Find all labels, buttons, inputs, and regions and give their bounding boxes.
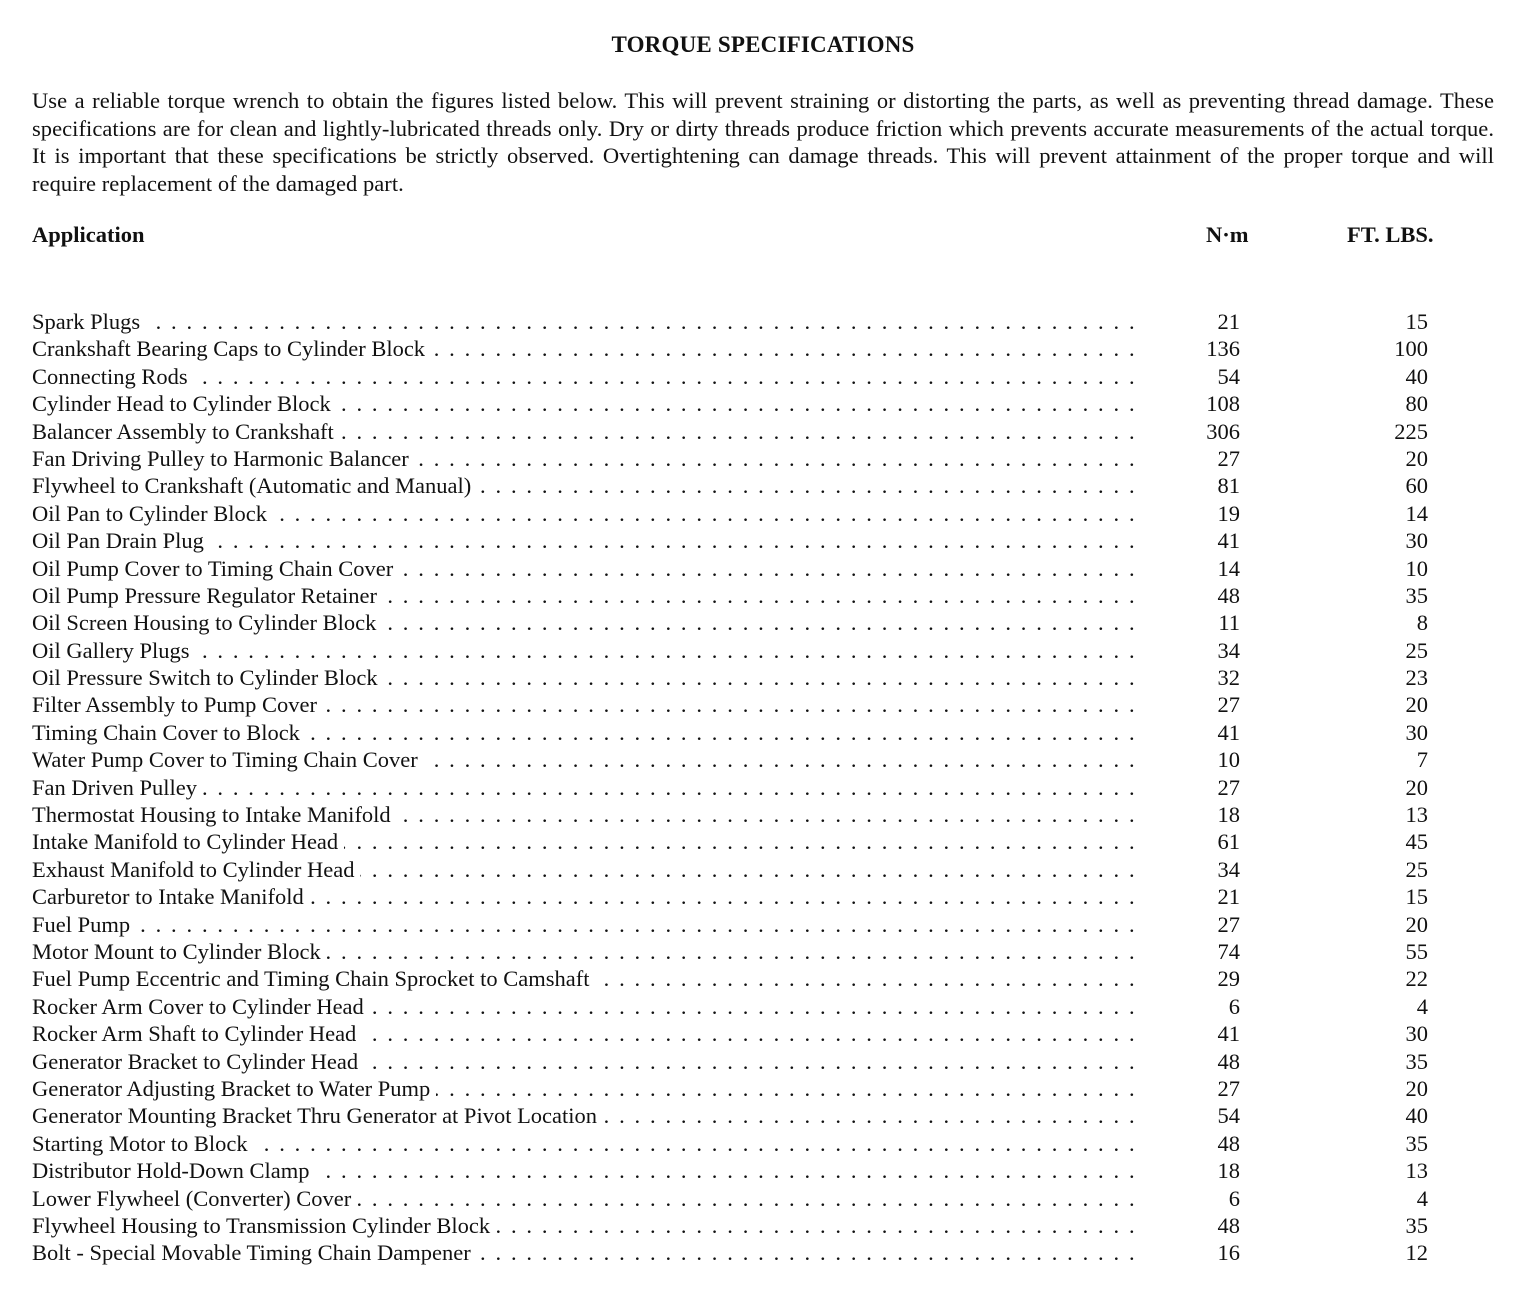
- table-row: [32, 1239, 1494, 1266]
- nm-value: 18: [1217, 1158, 1240, 1184]
- ft-lbs-value: 25: [1405, 856, 1428, 882]
- table-row: [32, 1157, 1494, 1184]
- application-label: Oil Pan to Cylinder Block: [32, 501, 273, 526]
- table-row: [32, 1102, 1494, 1129]
- table-row: [32, 527, 1494, 554]
- torque-table-body: [32, 308, 1494, 1267]
- ft-lbs-value: 35: [1405, 1212, 1428, 1238]
- nm-value: 27: [1217, 445, 1240, 471]
- application-cell: [32, 1102, 1142, 1129]
- application-label: Motor Mount to Cylinder Block: [32, 939, 327, 964]
- application-cell: [32, 609, 1142, 636]
- ft-lbs-value: 8: [1416, 610, 1428, 636]
- application-cell: [32, 1157, 1142, 1184]
- nm-value: 27: [1217, 692, 1240, 718]
- table-row: [32, 1185, 1494, 1212]
- table-row: [32, 609, 1494, 636]
- ft-lbs-value: 35: [1405, 1130, 1428, 1156]
- application-cell: [32, 637, 1142, 664]
- nm-value: 11: [1218, 610, 1240, 636]
- nm-value: 41: [1217, 719, 1240, 745]
- application-label: Distributor Hold-Down Clamp: [32, 1158, 315, 1183]
- nm-value: 10: [1217, 747, 1240, 773]
- ft-lbs-value: 15: [1405, 309, 1428, 334]
- application-cell: [32, 335, 1142, 362]
- application-cell: [32, 582, 1142, 609]
- nm-value: 54: [1217, 363, 1240, 389]
- table-row: [32, 445, 1494, 472]
- application-cell: [32, 664, 1142, 691]
- application-label: Crankshaft Bearing Caps to Cylinder Block: [32, 336, 431, 361]
- application-cell: [32, 856, 1142, 883]
- ft-lbs-value: 30: [1405, 528, 1428, 554]
- application-label: Oil Pan Drain Plug: [32, 528, 210, 553]
- nm-value: 41: [1217, 528, 1240, 554]
- application-cell: [32, 883, 1142, 910]
- ft-lbs-value: 14: [1405, 500, 1428, 526]
- ft-lbs-value: 4: [1416, 1185, 1428, 1211]
- column-header-application: Application: [32, 221, 145, 247]
- application-cell: [32, 555, 1142, 582]
- ft-lbs-value: 15: [1405, 884, 1428, 910]
- application-cell: [32, 527, 1142, 554]
- application-cell: [32, 801, 1142, 828]
- ft-lbs-value: 10: [1405, 555, 1428, 581]
- table-row: [32, 1020, 1494, 1047]
- application-label: Timing Chain Cover to Block: [32, 720, 306, 745]
- nm-value: 41: [1217, 1021, 1240, 1047]
- application-label: Exhaust Manifold to Cylinder Head: [32, 857, 360, 882]
- ft-lbs-value: 40: [1405, 363, 1428, 389]
- application-label: Spark Plugs: [32, 309, 146, 334]
- nm-value: 34: [1217, 856, 1240, 882]
- table-row: [32, 828, 1494, 855]
- application-label: Fan Driving Pulley to Harmonic Balancer: [32, 446, 415, 471]
- application-label: Flywheel to Crankshaft (Automatic and Manual): [32, 473, 477, 498]
- application-label: Oil Gallery Plugs: [32, 638, 196, 663]
- application-label: Connecting Rods: [32, 364, 194, 389]
- ft-lbs-value: 4: [1416, 993, 1428, 1019]
- application-label: Generator Adjusting Bracket to Water Pump: [32, 1076, 436, 1101]
- table-row: [32, 1212, 1494, 1239]
- application-label: Oil Pump Cover to Timing Chain Cover: [32, 556, 399, 581]
- application-label: Lower Flywheel (Converter) Cover: [32, 1186, 357, 1211]
- application-cell: [32, 1048, 1142, 1075]
- application-label: Generator Mounting Bracket Thru Generator at Pivot Location: [32, 1103, 603, 1128]
- application-label: Oil Pump Pressure Regulator Retainer: [32, 583, 383, 608]
- application-cell: [32, 1020, 1142, 1047]
- application-cell: [32, 993, 1142, 1020]
- ft-lbs-value: 45: [1405, 829, 1428, 855]
- nm-value: 48: [1217, 1130, 1240, 1156]
- application-cell: [32, 472, 1142, 499]
- table-row: [32, 1048, 1494, 1075]
- table-row: [32, 801, 1494, 828]
- application-label: Generator Bracket to Cylinder Head: [32, 1049, 364, 1074]
- ft-lbs-value: 225: [1394, 418, 1428, 444]
- ft-lbs-value: 20: [1405, 1075, 1428, 1101]
- table-row: [32, 774, 1494, 801]
- table-row: [32, 664, 1494, 691]
- ft-lbs-value: 35: [1405, 1048, 1428, 1074]
- application-cell: [32, 1239, 1142, 1266]
- table-row: [32, 335, 1494, 362]
- table-row: [32, 418, 1494, 445]
- ft-lbs-value: 20: [1405, 445, 1428, 471]
- table-row: [32, 938, 1494, 965]
- application-label: Water Pump Cover to Timing Chain Cover: [32, 747, 424, 772]
- table-row: [32, 555, 1494, 582]
- nm-value: 29: [1217, 966, 1240, 992]
- torque-spec-page: [32, 30, 1494, 1266]
- nm-value: 6: [1228, 993, 1240, 1019]
- application-label: Fan Driven Pulley: [32, 775, 203, 800]
- ft-lbs-value: 13: [1405, 802, 1428, 828]
- application-label: Flywheel Housing to Transmission Cylinder Block: [32, 1213, 496, 1238]
- application-cell: [32, 1075, 1142, 1102]
- application-label: Intake Manifold to Cylinder Head: [32, 829, 344, 854]
- ft-lbs-value: 20: [1405, 774, 1428, 800]
- application-label: Rocker Arm Shaft to Cylinder Head: [32, 1021, 362, 1046]
- table-row: [32, 637, 1494, 664]
- ft-lbs-value: 7: [1416, 747, 1428, 773]
- nm-value: 27: [1217, 774, 1240, 800]
- application-label: Bolt - Special Movable Timing Chain Dampener: [32, 1240, 477, 1265]
- table-row: [32, 582, 1494, 609]
- application-label: Filter Assembly to Pump Cover: [32, 692, 323, 717]
- table-row: [32, 856, 1494, 883]
- application-label: Thermostat Housing to Intake Manifold: [32, 802, 397, 827]
- nm-value: 108: [1206, 391, 1240, 417]
- table-row: [32, 719, 1494, 746]
- application-cell: [32, 965, 1142, 992]
- application-cell: [32, 691, 1142, 718]
- table-row: [32, 911, 1494, 938]
- nm-value: 16: [1217, 1240, 1240, 1266]
- ft-lbs-value: 60: [1405, 473, 1428, 499]
- application-label: Balancer Assembly to Crankshaft: [32, 419, 340, 444]
- table-row: [32, 1130, 1494, 1157]
- application-cell: [32, 500, 1142, 527]
- ft-lbs-value: 35: [1405, 582, 1428, 608]
- ft-lbs-value: 40: [1405, 1103, 1428, 1129]
- application-label: Carburetor to Intake Manifold: [32, 884, 310, 909]
- table-header: [32, 220, 1494, 250]
- application-label: Oil Screen Housing to Cylinder Block: [32, 610, 382, 635]
- ft-lbs-value: 55: [1405, 938, 1428, 964]
- application-label: Fuel Pump: [32, 912, 136, 937]
- nm-value: 6: [1228, 1185, 1240, 1211]
- ft-lbs-value: 30: [1405, 719, 1428, 745]
- ft-lbs-value: 30: [1405, 1021, 1428, 1047]
- nm-value: 21: [1217, 309, 1240, 334]
- nm-value: 48: [1217, 1212, 1240, 1238]
- column-header-ft-lbs: FT. LBS.: [1347, 221, 1434, 247]
- ft-lbs-value: 100: [1394, 336, 1428, 362]
- application-cell: [32, 1212, 1142, 1239]
- table-row: [32, 965, 1494, 992]
- nm-value: 18: [1217, 802, 1240, 828]
- application-label: Rocker Arm Cover to Cylinder Head: [32, 994, 370, 1019]
- table-row: [32, 993, 1494, 1020]
- ft-lbs-value: 20: [1405, 692, 1428, 718]
- table-row: [32, 883, 1494, 910]
- table-row: [32, 691, 1494, 718]
- application-label: Starting Motor to Block: [32, 1131, 254, 1156]
- nm-value: 81: [1217, 473, 1240, 499]
- nm-value: 27: [1217, 911, 1240, 937]
- application-label: Fuel Pump Eccentric and Timing Chain Sprocket to Camshaft: [32, 966, 595, 991]
- column-header-nm: N·m: [1206, 221, 1249, 247]
- nm-value: 54: [1217, 1103, 1240, 1129]
- application-cell: [32, 445, 1142, 472]
- application-cell: [32, 1130, 1142, 1157]
- table-row: [32, 746, 1494, 773]
- ft-lbs-value: 23: [1405, 665, 1428, 691]
- ft-lbs-value: 22: [1405, 966, 1428, 992]
- application-label: Oil Pressure Switch to Cylinder Block: [32, 665, 384, 690]
- nm-value: 14: [1217, 555, 1240, 581]
- application-cell: [32, 911, 1142, 938]
- ft-lbs-value: 12: [1405, 1240, 1428, 1266]
- nm-value: 32: [1217, 665, 1240, 691]
- nm-value: 19: [1217, 500, 1240, 526]
- nm-value: 136: [1206, 336, 1240, 362]
- table-row: [32, 500, 1494, 527]
- application-label: Cylinder Head to Cylinder Block: [32, 391, 337, 416]
- page-title: TORQUE SPECIFICATIONS: [611, 32, 915, 57]
- application-cell: [32, 1185, 1142, 1212]
- nm-value: 27: [1217, 1075, 1240, 1101]
- application-cell: [32, 938, 1142, 965]
- table-row: [32, 308, 1494, 335]
- application-cell: [32, 308, 1142, 335]
- ft-lbs-value: 13: [1405, 1158, 1428, 1184]
- nm-value: 61: [1217, 829, 1240, 855]
- nm-value: 48: [1217, 1048, 1240, 1074]
- nm-value: 74: [1217, 938, 1240, 964]
- ft-lbs-value: 20: [1405, 911, 1428, 937]
- nm-value: 306: [1206, 418, 1240, 444]
- application-cell: [32, 390, 1142, 417]
- table-row: [32, 363, 1494, 390]
- nm-value: 48: [1217, 582, 1240, 608]
- table-row: [32, 390, 1494, 417]
- intro-paragraph: Use a reliable torque wrench to obtain the figures listed below. This will prevent straining or distorting the parts, as well as preventing thread damage. These specifications are for clean and lightly-lubricated threads only. Dry or dirty threads produce friction which prevents accurate measurements of the actual torque. It is important that these specifications be strictly observed. Overtightening can damage threads. This will prevent attainment of the proper torque and will require replacement of the damaged part.: [32, 88, 1494, 196]
- application-cell: [32, 418, 1142, 445]
- application-cell: [32, 828, 1142, 855]
- application-cell: [32, 719, 1142, 746]
- application-cell: [32, 746, 1142, 773]
- ft-lbs-value: 80: [1405, 391, 1428, 417]
- table-row: [32, 1075, 1494, 1102]
- application-cell: [32, 363, 1142, 390]
- ft-lbs-value: 25: [1405, 637, 1428, 663]
- table-row: [32, 472, 1494, 499]
- nm-value: 34: [1217, 637, 1240, 663]
- application-cell: [32, 774, 1142, 801]
- nm-value: 21: [1217, 884, 1240, 910]
